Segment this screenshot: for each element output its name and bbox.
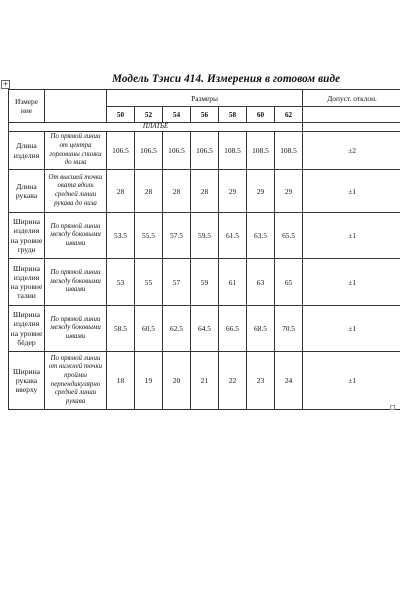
size-header: 52 — [135, 107, 163, 123]
value-cell: 106.5 — [191, 132, 219, 170]
value-cell: 106.5 — [107, 132, 135, 170]
section-row — [9, 123, 400, 132]
value-cell: 108.5 — [275, 132, 303, 170]
value-cell: 53 — [107, 259, 135, 306]
measure-method: По прямой линии между боковыми швами — [45, 259, 107, 306]
value-cell: 108.5 — [219, 132, 247, 170]
header-measure: Измере ние — [9, 90, 45, 123]
value-cell: 66.5 — [219, 306, 247, 352]
value-cell: 58.5 — [107, 306, 135, 352]
value-cell: 108.5 — [247, 132, 275, 170]
value-cell: 65.5 — [275, 213, 303, 259]
value-cell: 64.5 — [191, 306, 219, 352]
table-row — [9, 259, 400, 306]
measure-method: По прямой линии от центра горловины спинки до низа — [45, 132, 107, 170]
size-header: 60 — [247, 107, 275, 123]
measure-method: По прямой линии между боковыми швами — [45, 306, 107, 352]
value-cell: 59.5 — [191, 213, 219, 259]
size-header: 58 — [219, 107, 247, 123]
value-cell: 24 — [275, 352, 303, 410]
param-name: Ширина изделия на уровне груди — [9, 213, 45, 259]
size-header: 62 — [275, 107, 303, 123]
tolerance-cell: ±2 — [303, 132, 400, 170]
param-name: Ширина изделия на уровне бёдер — [9, 306, 45, 352]
header-how — [45, 90, 107, 123]
header-tolerance: Допуст. отклон. — [303, 90, 400, 107]
section-label: ПЛАТЬЕ — [9, 123, 303, 132]
value-cell: 61.5 — [219, 213, 247, 259]
value-cell: 21 — [191, 352, 219, 410]
value-cell: 59 — [191, 259, 219, 306]
tolerance-header-blank — [303, 107, 400, 123]
table-row — [9, 306, 400, 352]
value-cell: 53.5 — [107, 213, 135, 259]
tolerance-cell: ±1 — [303, 259, 400, 306]
param-name: Ширина рукава вверху — [9, 352, 45, 410]
measurements-table — [8, 89, 400, 410]
value-cell: 20 — [163, 352, 191, 410]
value-cell: 62.5 — [163, 306, 191, 352]
table-anchor-icon[interactable]: + — [2, 80, 9, 88]
section-blank — [303, 123, 400, 132]
tolerance-cell: ±1 — [303, 306, 400, 352]
value-cell: 29 — [275, 170, 303, 213]
value-cell: 61 — [219, 259, 247, 306]
param-name: Ширина изделия на уровне талии — [9, 259, 45, 306]
table-row — [9, 170, 400, 213]
value-cell: 68.5 — [247, 306, 275, 352]
table-row — [9, 213, 400, 259]
value-cell: 60.5 — [135, 306, 163, 352]
value-cell: 28 — [107, 170, 135, 213]
page-title: Модель Тэнси 414. Измерения в готовом виде — [112, 73, 341, 85]
value-cell: 57.5 — [163, 213, 191, 259]
measure-method: От высшей точки оката вдоль средней линии рукава до низа — [45, 170, 107, 213]
value-cell: 18 — [107, 352, 135, 410]
value-cell: 29 — [247, 170, 275, 213]
param-name: Длина рукава — [9, 170, 45, 213]
value-cell: 28 — [163, 170, 191, 213]
measure-method: По прямой линии от нижней точки проймы перпендикулярно средней линии рукава — [45, 352, 107, 410]
value-cell: 23 — [247, 352, 275, 410]
value-cell: 106.5 — [163, 132, 191, 170]
value-cell: 55.5 — [135, 213, 163, 259]
value-cell: 28 — [191, 170, 219, 213]
table-row — [9, 132, 400, 170]
param-name: Длина изделия — [9, 132, 45, 170]
value-cell: 29 — [219, 170, 247, 213]
size-header: 50 — [107, 107, 135, 123]
value-cell: 22 — [219, 352, 247, 410]
value-cell: 63.5 — [247, 213, 275, 259]
value-cell: 70.5 — [275, 306, 303, 352]
tolerance-cell: ±1 — [303, 352, 400, 410]
value-cell: 63 — [247, 259, 275, 306]
value-cell: 106.5 — [135, 132, 163, 170]
tolerance-cell: ±1 — [303, 213, 400, 259]
value-cell: 19 — [135, 352, 163, 410]
value-cell: 65 — [275, 259, 303, 306]
table-resize-handle[interactable] — [390, 405, 395, 410]
value-cell: 28 — [135, 170, 163, 213]
size-header: 54 — [163, 107, 191, 123]
value-cell: 55 — [135, 259, 163, 306]
header-sizes: Размеры — [107, 90, 303, 107]
value-cell: 57 — [163, 259, 191, 306]
measure-method: По прямой линии между боковыми швами — [45, 213, 107, 259]
size-header: 56 — [191, 107, 219, 123]
table-row — [9, 352, 400, 410]
tolerance-cell: ±1 — [303, 170, 400, 213]
